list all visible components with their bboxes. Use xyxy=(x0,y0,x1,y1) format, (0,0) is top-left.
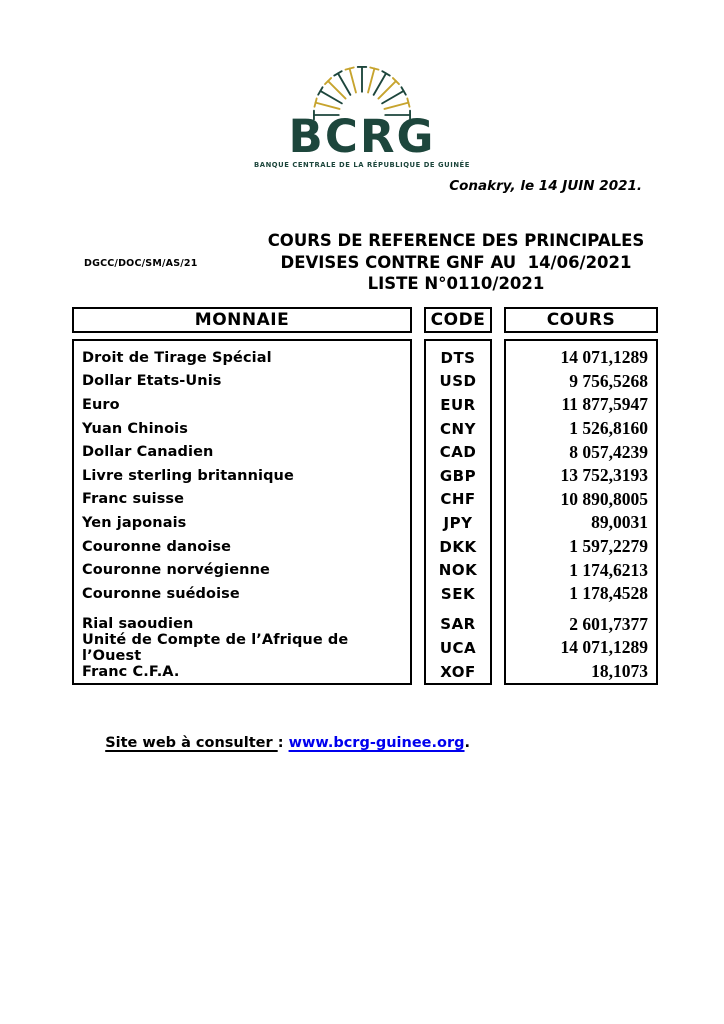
table-cell-code: EUR xyxy=(440,395,476,414)
table-cell-monnaie: Dollar Canadien xyxy=(82,444,214,461)
table-cell-code: XOF xyxy=(440,662,476,681)
table-cell-cours: 1 178,4528 xyxy=(569,583,648,604)
table-header-row xyxy=(72,307,658,333)
table-cell-cours: 13 752,3193 xyxy=(560,465,648,486)
table-cell-cours: 18,1073 xyxy=(591,661,648,682)
table-cell-monnaie: Rial saoudien xyxy=(82,616,194,633)
website-link[interactable]: www.bcrg-guinee.org xyxy=(288,735,465,751)
monnaie-column xyxy=(72,339,412,685)
table-cell-monnaie: Dollar Etats-Unis xyxy=(82,373,222,390)
website-note xyxy=(85,719,470,767)
table-cell-monnaie: Yen japonais xyxy=(82,514,187,531)
table-cell-code: UCA xyxy=(439,638,477,657)
table-cell-cours: 14 071,1289 xyxy=(560,347,648,368)
table-cell-code: NOK xyxy=(438,561,478,580)
table-cell-monnaie: Droit de Tirage Spécial xyxy=(82,349,272,366)
website-note-period: . xyxy=(464,735,471,751)
table-cell-monnaie: Couronne norvégienne xyxy=(82,562,270,579)
document-title-line1: COURS DE REFERENCE DES PRINCIPALES xyxy=(267,231,645,250)
table-cell-monnaie: Livre sterling britannique xyxy=(82,467,294,484)
table-cell-cours: 11 877,5947 xyxy=(561,394,648,415)
table-cell-code: JPY xyxy=(443,513,473,532)
table-cell-monnaie: Couronne suédoise xyxy=(82,585,240,602)
table-cell-cours: 1 174,6213 xyxy=(569,559,648,580)
cours-column xyxy=(504,339,658,685)
table-cell-monnaie: Yuan Chinois xyxy=(82,420,188,437)
code-column xyxy=(424,339,492,685)
document-title xyxy=(258,230,654,295)
table-cell-monnaie: Franc C.F.A. xyxy=(82,663,180,680)
table-cell-code: SAR xyxy=(440,615,476,634)
table-cell-cours: 1 526,8160 xyxy=(569,418,648,439)
website-note-separator: : xyxy=(277,735,289,751)
table-cell-cours: 9 756,5268 xyxy=(569,370,648,391)
table-cell-cours: 8 057,4239 xyxy=(569,441,648,462)
reference-code: DGCC/DOC/SM/AS/21 xyxy=(84,258,198,269)
table-cell-monnaie: Euro xyxy=(82,396,120,413)
table-header-monnaie: MONNAIE xyxy=(72,307,412,333)
table-cell-cours: 14 071,1289 xyxy=(560,637,648,658)
table-cell-monnaie: Unité de Compte de l’Afrique de l’Ouest xyxy=(82,631,349,664)
table-cell-code: CAD xyxy=(439,443,477,462)
document-title-line2: DEVISES CONTRE GNF AU 14/06/2021 xyxy=(280,252,632,272)
table-cell-code: DTS xyxy=(440,348,476,367)
table-cell-code: SEK xyxy=(440,584,476,603)
table-cell-cours: 2 601,7377 xyxy=(569,613,648,634)
bcrg-logo xyxy=(0,48,724,169)
table-cell-cours: 1 597,2279 xyxy=(569,536,648,557)
table-cell-monnaie: Franc suisse xyxy=(82,491,185,508)
table-cell-code: DKK xyxy=(439,537,477,556)
table-header-cours: COURS xyxy=(504,307,658,333)
table-cell-code: GBP xyxy=(439,466,477,485)
bcrg-logo-subtitle: BANQUE CENTRALE DE LA RÉPUBLIQUE DE GUINÉE xyxy=(254,161,470,169)
bcrg-logo-text: BCRG xyxy=(288,110,436,163)
table-body xyxy=(72,339,658,685)
website-note-label: Site web à consulter xyxy=(105,735,278,751)
table-cell-monnaie: Couronne danoise xyxy=(82,538,232,555)
table-cell-code: CNY xyxy=(440,419,476,438)
table-header-code: CODE xyxy=(424,307,492,333)
table-cell-cours: 10 890,8005 xyxy=(560,488,648,509)
document-title-line3: LISTE N°0110/2021 xyxy=(367,274,545,293)
date-line: Conakry, le 14 JUIN 2021. xyxy=(449,178,642,194)
table-cell-cours: 89,0031 xyxy=(591,512,648,533)
table-cell-code: CHF xyxy=(440,490,476,509)
table-cell-code: USD xyxy=(439,372,477,391)
exchange-rate-table xyxy=(72,307,658,685)
